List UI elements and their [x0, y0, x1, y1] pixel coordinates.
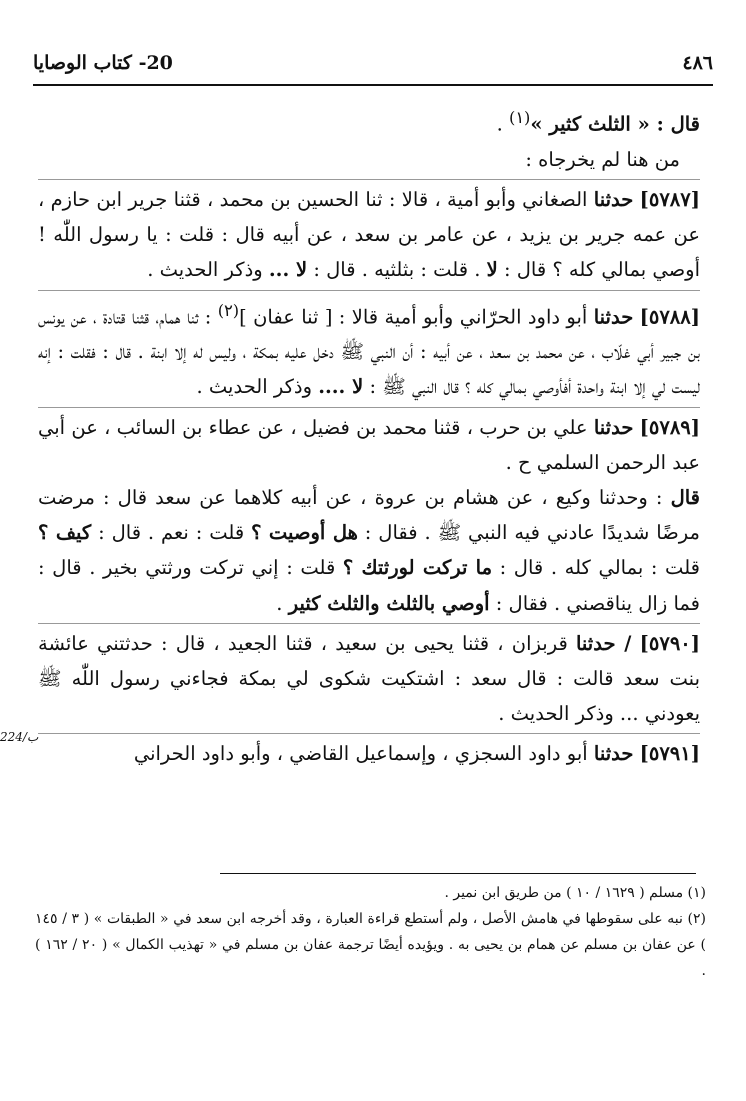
emphasis: لا ....	[318, 375, 364, 399]
page-header	[33, 44, 713, 86]
hadith-number: [٥٧٨٩]	[639, 415, 701, 439]
hadith-text: قلت : نعم . قال :	[91, 521, 252, 545]
footnote-divider	[220, 873, 696, 874]
narration-qal	[38, 480, 700, 621]
footnote-ref-2: (٢)	[217, 300, 240, 320]
hadith-text: قلت : بمالي كله . قال :	[492, 556, 700, 580]
hadith-text: أبو داود السجزي ، وإسماعيل القاضي ، وأبو داود الحراني	[133, 742, 588, 766]
hadith-5791	[38, 733, 700, 771]
footnote-ref-1: (١)	[508, 108, 531, 127]
hadith-5788	[38, 290, 700, 405]
hadith-text: وذكر الحديث .	[196, 375, 319, 399]
emphasis: لا	[486, 258, 498, 282]
hadith-text: . قلت : بثلثيه . قال :	[307, 258, 487, 282]
hadith-5790	[38, 623, 700, 732]
emphasis: هل أوصيت ؟	[251, 521, 358, 545]
hadith-lead: حدثنا	[593, 305, 634, 329]
hadith-lead: حدثنا	[593, 742, 634, 766]
emphasis: أوصي بالثلث والثلث كثير	[288, 591, 490, 615]
opening-line	[38, 100, 700, 142]
hadith-lead: حدثنا	[593, 187, 634, 211]
emphasis: لا ...	[268, 258, 308, 282]
emphasis: كيف ؟	[38, 521, 92, 545]
hadith-number: [٥٧٩٠]	[639, 631, 701, 655]
hadith-text: علي بن حرب ، قثنا محمد بن فضيل ، عن عطاء بن السائب ، عن أبي عبد الرحمن السلمي ح .	[38, 415, 700, 474]
footnote-2: (٢) نبه على سقوطها في هامش الأصل ، ولم أستطع قراءة العبارة ، وقد أخرجه ابن سعد في « الطبقات » ( ٣ / ١٤٥ ) عن عفان بن مسلم عن همام بن يحيى به . ويؤيده أيضًا ترجمة عفان بن مسلم في « تهذيب الكمال » ( ٢٠ / ١٦٢ ) .	[35, 911, 706, 979]
intro-line: من هنا لم يخرجاه :	[525, 147, 680, 171]
hadith-number: [٥٧٨٧]	[639, 187, 700, 211]
hadith-text: : وحدثنا وكيع ، عن هشام بن عروة ، عن أبيه كلاهما عن سعد قال : مرضت مرضًا شديدًا عادني فيه النبي ﷺ . فقال :	[38, 486, 701, 545]
marginal-folio-note: 224/ب	[0, 730, 39, 744]
hadith-text: الصغاني وأبو أمية ، قالا : ثنا الحسين بن محمد ، قثنا جرير ابن حازم ، عن عمه جرير بن يزيد ، عن عامر بن سعد ، عن أبيه قال : قلت : يا رسول اللّٰه ! أوصي بمالي كله ؟ قال :	[38, 187, 700, 282]
hadith-number: [٥٧٨٨]	[639, 305, 700, 329]
page-number: ٤٨٦	[682, 52, 713, 74]
hadith-text: وذكر الحديث .	[147, 258, 269, 282]
footnote-1: (١) مسلم ( ١٦٢٩ / ١٠ ) من طريق ابن نمير .	[444, 885, 706, 901]
hadith-5787	[38, 179, 700, 288]
chapter-title: 20- كتاب الوصايا	[33, 52, 173, 74]
hadith-text: قربزان ، قثنا يحيى بن سعيد ، قثنا الجعيد ، قال : حدثتني عائشة بنت سعد قالت : قال سعد : اشتكيت شكوى لي بمكة فجاءني رسول اللّٰه ﷺ يعودني ... وذكر الحديث .	[38, 631, 700, 726]
hadith-text: قلت : إني تركت ورثتي بخير . قال : فما زال يناقصني . فقال :	[38, 556, 700, 615]
emphasis: ما تركت لورثتك ؟	[342, 556, 493, 580]
hadith-lead: قال	[670, 486, 700, 510]
hadith-lead: حدثنا	[593, 415, 634, 439]
hadith-number: [٥٧٩١]	[639, 742, 700, 766]
punctuation: .	[276, 591, 289, 615]
main-text	[38, 100, 700, 772]
punctuation: .	[496, 112, 509, 136]
hadith-5789	[38, 407, 700, 480]
quote-text: قال : « الثلث كثير »	[530, 112, 700, 136]
hadith-lead: / حدثنا	[575, 631, 632, 655]
hadith-text: : ثنا همام، قثنا قتادة ، عن يونس بن جبير أبي غلّاب ، عن محمد بن سعد ، عن أبيه : أن النبي ﷺ دخل عليه بمكة ، وليس له إلا ابنة . قال : فقلت : إنه ليست لي إلا ابنة واحدة أفأوصي بمالي كله ؟ قال النبي ﷺ :	[38, 305, 700, 399]
hadith-text: أبو داود الحرّاني وأبو أمية قالا : [ ثنا عفان ]	[239, 305, 588, 329]
footnotes	[35, 880, 706, 984]
